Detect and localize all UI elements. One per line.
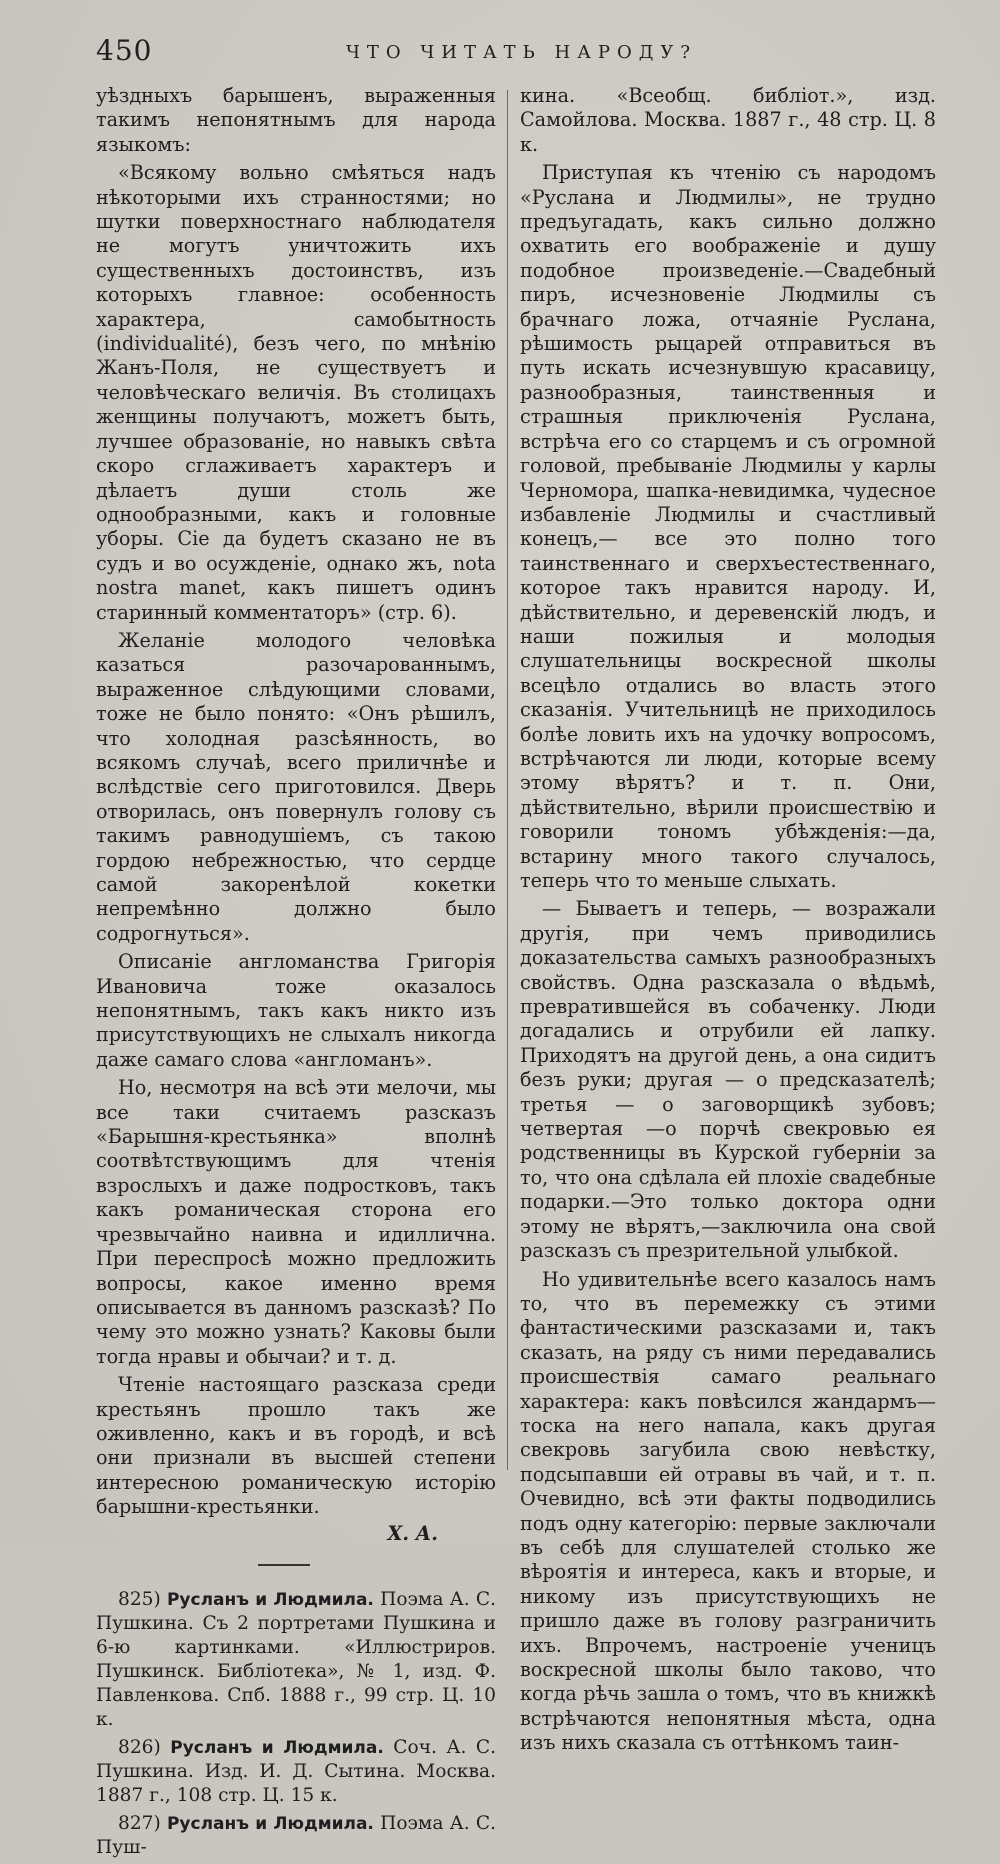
column-rule [507, 90, 508, 1470]
running-head: ЧТО ЧИТАТЬ НАРОДУ? [346, 42, 697, 63]
entry-text: Поэма А. С. Пушкина. Съ 2 портретами Пушкина и 6-ю картинками. «Иллюстриров. Пушкинск. Библіотека», № 1, изд. Ф. Павленкова. Спб. 1888 г., 99 стр. Ц. 10 к. [96, 1588, 496, 1730]
paragraph: «Всякому вольно смѣяться надъ нѣкоторыми ихъ странностями; но шутки поверхностнаго наблюдателя не могутъ уничтожить ихъ существенныхъ достоинствъ, изъ которыхъ главное: особенность характера, самобытность (individualité), безъ чего, по мнѣнію Жанъ-Поля, не существуетъ и человѣческаго величія. Въ столицахъ женщины получаютъ, можетъ быть, лучшее образованіе, но навыкъ свѣта скоро сглаживаетъ характеръ и дѣлаетъ души столь же однообразными, какъ и головные уборы. Сіе да будетъ сказано не въ судъ и во осужденіе, однако жъ, nota nostra manet, какъ пишетъ одинъ старинный комментаторъ» (стр. 6). [96, 161, 496, 624]
entry-number: 827) [118, 1812, 161, 1834]
paragraph: — Бываетъ и теперь, — возражали другія, при чемъ приводились доказательства самыхъ разнообразныхъ свойствъ. Одна разсказала о вѣдьмѣ, превратившейся въ собаченку. Люди догадались и отрубили ей лапку. Приходятъ на другой день, а она сидитъ безъ руки; другая — о предсказателѣ; третья — о заговорщикѣ зубовъ; четвертая —о порчѣ свекровью ея родственницы въ Курской губерніи за то, что она сдѣлала ей плохіе свадебные подарки.—Это только доктора одни этому не вѣрятъ,—заключила она свой разсказъ съ презрительной улыбкой. [520, 897, 936, 1263]
paragraph: Желаніе молодого человѣка казаться разочарованнымъ, выраженное слѣдующими словами, тоже не было понято: «Онъ рѣшилъ, что холодная разсѣянность, во всякомъ случаѣ, всего приличнѣе и вслѣдствіе сего приготовился. Дверь отворилась, онъ повернулъ голову съ такимъ равнодушіемъ, съ такою гордою небрежностью, что сердце самой закоренѣлой кокетки непремѣнно должно было содрогнуться». [96, 628, 496, 945]
entry-title: Русланъ и Людмила. [170, 1737, 384, 1758]
catalog-entry [96, 1588, 496, 1732]
section-divider [258, 1564, 310, 1566]
paragraph: Приступая къ чтенію съ народомъ «Руслана и Людмилы», не трудно предъугадать, какъ сильно должно охватить его воображеніе и душу подобное произведеніе.—Свадебный пиръ, исчезновеніе Людмилы съ брачнаго ложа, отчаяніе Руслана, рѣшимость рыцарей отправиться въ путь искать исчезнувшую красавицу, разнообразныя, таинственныя и страшныя приключенія Руслана, встрѣча его со старцемъ и съ огромной головой, пребываніе Людмилы у карлы Черномора, шапка-невидимка, чудесное избавленіе Людмилы и счастливый конецъ,— все это полно того таинственнаго и сверхъестественнаго, которое такъ нравится народу. И, дѣйствительно, и деревенскій людъ, и наши пожилыя и молодыя слушательницы воскресной школы всецѣло отдались во власть этого сказанія. Учительницѣ не приходилось болѣе ловить ихъ на удочку вопросомъ, встрѣчаются ли люди, которые всему этому вѣрятъ? и т. п. Они, дѣйствительно, вѣрили происшествію и говорили тономъ убѣжденія:—да, встарину много такого случалось, теперь что то меньше слыхать. [520, 161, 936, 892]
entry-text: Соч. А. С. Пушкина. Изд. И. Д. Сытина. Москва. 1887 г., 108 стр. Ц. 15 к. [96, 1736, 497, 1806]
left-column [96, 84, 496, 1864]
paragraph: уѣздныхъ барышенъ, выраженныя такимъ непонятнымъ для народа языкомъ: [96, 84, 496, 156]
entry-number: 826) [118, 1736, 161, 1758]
catalog-entry [96, 1812, 496, 1860]
page-number: 450 [96, 34, 153, 67]
right-column [520, 84, 936, 1760]
paragraph: Но, несмотря на всѣ эти мелочи, мы все таки считаемъ разсказъ «Барышня-крестьянка» вполнѣ соотвѣтствующимъ для чтенія взрослыхъ и даже подростковъ, такъ какъ романическая сторона его чрезвычайно наивна и идиллична. При переспросѣ можно предложить вопросы, какое именно время описывается въ данномъ разсказѣ? По чему это можно узнать? Каковы были тогда нравы и обычаи? и т. д. [96, 1076, 496, 1368]
entry-title: Русланъ и Людмила. [166, 1813, 374, 1834]
paragraph: кина. «Всеобщ. библiот.», изд. Самойлова. Москва. 1887 г., 48 стр. Ц. 8 к. [520, 84, 936, 156]
paragraph: Но удивительнѣе всего казалось намъ то, что въ перемежку съ этими фантастическими разсказами и, такъ сказать, на ряду съ ними передавались происшествія самаго реальнаго характера: какъ повѣсился жандармъ—тоска на него напала, какъ другая свекровь загубила свою невѣстку, подсыпавши ей отравы въ чай, и т. п. Очевидно, всѣ эти факты подводились подъ одну категорію: первые заключали въ себѣ для слушателей столько же вѣроятія и интереса, какъ и вторые, и никому изъ присутствующихъ не пришло даже въ голову разграничить ихъ. Впрочемъ, настроеніе ученицъ воскресной школы было таково, что когда рѣчь зашла о томъ, что въ книжкѣ встрѣчаются непонятныя мѣста, одна изъ нихъ сказала съ оттѣнкомъ таин- [520, 1267, 936, 1755]
catalog-entry [96, 1736, 496, 1808]
paragraph: Описаніе англоманства Григорія Ивановича тоже оказалось непонятнымъ, такъ какъ никто изъ присутствующихъ не слыхалъ никогда даже самаго слова «англоманъ». [96, 950, 496, 1071]
entry-text: Поэма А. С. Пуш- [96, 1812, 496, 1858]
page-header [96, 26, 940, 66]
author-signature: Х. А. [387, 1521, 438, 1545]
paragraph: Чтеніе настоящаго разсказа среди крестьянъ прошло такъ же оживленно, какъ и въ городѣ, и всѣ они признали въ высшей степени интересною романическую исторію барышни-крестьянки. [96, 1373, 496, 1519]
catalog-entries [96, 1588, 496, 1860]
entry-title: Русланъ и Людмила. [166, 1589, 374, 1610]
entry-number: 825) [118, 1588, 161, 1610]
